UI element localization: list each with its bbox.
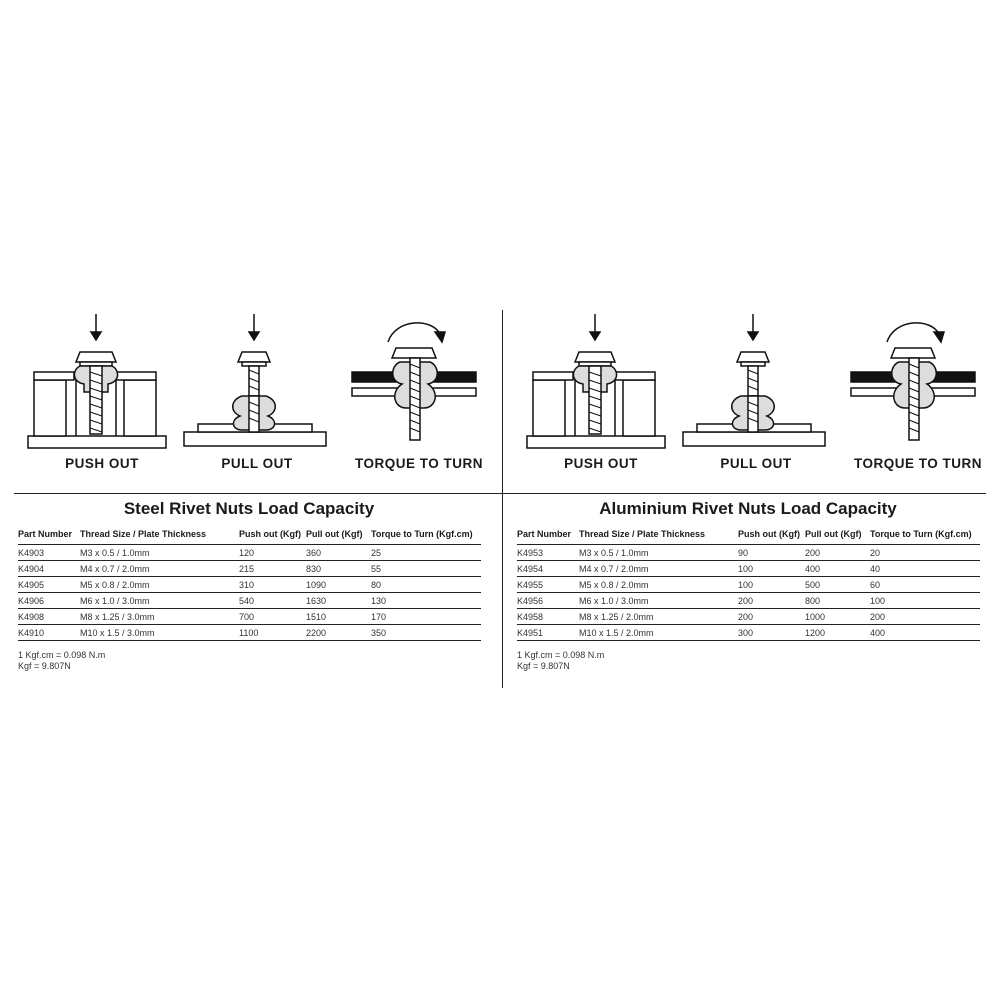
cell: 300 [738,625,805,641]
steel-load-table [18,524,481,641]
cell: K4954 [517,561,579,577]
cell: K4903 [18,545,80,561]
cell: M5 x 0.8 / 2.0mm [579,577,738,593]
cell: 310 [239,577,306,593]
cell: M6 x 1.0 / 3.0mm [579,593,738,609]
table-row [18,625,481,641]
cell: 100 [738,561,805,577]
table-row [18,609,481,625]
torque-diagram [843,312,993,452]
aluminium-title: Aluminium Rivet Nuts Load Capacity [599,499,897,518]
aluminium-notes [517,650,604,672]
cell: M3 x 0.5 / 1.0mm [80,545,239,561]
cell: 90 [738,545,805,561]
note-line: 1 Kgf.cm = 0.098 N.m [517,650,605,660]
cell: 1090 [306,577,371,593]
cell: K4904 [18,561,80,577]
pull-out-diagram [182,312,332,452]
cell: K4958 [517,609,579,625]
table-row [517,577,980,593]
torque-label: TORQUE TO TURN [354,456,483,471]
cell: K4953 [517,545,579,561]
col-torque: Torque to Turn (Kgf.cm) [371,524,481,545]
cell: 1510 [306,609,371,625]
cell: 200 [870,609,980,625]
col-part-number: Part Number [517,524,579,545]
cell: 100 [738,577,805,593]
table-row [517,593,980,609]
cell: 2200 [306,625,371,641]
col-pull-out: Pull out (Kgf) [805,524,870,545]
cell: 130 [371,593,481,609]
cell: 360 [306,545,371,561]
col-push-out: Push out (Kgf) [239,524,306,545]
cell: 120 [239,545,306,561]
torque-label: TORQUE TO TURN [853,456,982,471]
cell: 400 [805,561,870,577]
cell: 350 [371,625,481,641]
col-pull-out: Pull out (Kgf) [306,524,371,545]
push-out-diagram [24,312,174,452]
push-out-diagram [523,312,673,452]
table-row [18,545,481,561]
cell: K4910 [18,625,80,641]
cell: 700 [239,609,306,625]
cell: K4905 [18,577,80,593]
table-row [18,577,481,593]
cell: 60 [870,577,980,593]
cell: 1100 [239,625,306,641]
pull-out-label: PULL OUT [720,456,792,471]
cell: 200 [738,593,805,609]
cell: 1630 [306,593,371,609]
cell: K4908 [18,609,80,625]
cell: 1200 [805,625,870,641]
cell: M10 x 1.5 / 3.0mm [80,625,239,641]
cell: 830 [306,561,371,577]
cell: 170 [371,609,481,625]
cell: 80 [371,577,481,593]
cell: M3 x 0.5 / 1.0mm [579,545,738,561]
cell: M6 x 1.0 / 3.0mm [80,593,239,609]
aluminium-load-table [517,524,980,641]
steel-notes [18,650,105,672]
col-part-number: Part Number [18,524,80,545]
cell: 55 [371,561,481,577]
table-row [18,561,481,577]
col-push-out: Push out (Kgf) [738,524,805,545]
push-out-label: PUSH OUT [65,456,139,471]
torque-diagram [344,312,494,452]
cell: 40 [870,561,980,577]
cell: 540 [239,593,306,609]
cell: K4956 [517,593,579,609]
push-out-label: PUSH OUT [564,456,638,471]
table-row [18,593,481,609]
note-line: Kgf = 9.807N [517,661,570,671]
cell: K4951 [517,625,579,641]
table-row [517,545,980,561]
table-row [517,609,980,625]
cell: K4906 [18,593,80,609]
cell: 20 [870,545,980,561]
cell: K4955 [517,577,579,593]
steel-title: Steel Rivet Nuts Load Capacity [123,499,375,518]
cell: 100 [870,593,980,609]
note-line: 1 Kgf.cm = 0.098 N.m [18,650,106,660]
cell: 200 [805,545,870,561]
pull-out-label: PULL OUT [221,456,293,471]
cell: 200 [738,609,805,625]
cell: M5 x 0.8 / 2.0mm [80,577,239,593]
col-thread-size: Thread Size / Plate Thickness [80,524,239,545]
table-row [517,625,980,641]
note-line: Kgf = 9.807N [18,661,71,671]
pull-out-diagram [681,312,831,452]
cell: 500 [805,577,870,593]
table-header-row [517,524,980,545]
table-row [517,561,980,577]
cell: 215 [239,561,306,577]
cell: 25 [371,545,481,561]
table-header-row [18,524,481,545]
col-torque: Torque to Turn (Kgf.cm) [870,524,980,545]
center-divider [502,310,503,688]
cell: M8 x 1.25 / 3.0mm [80,609,239,625]
cell: 400 [870,625,980,641]
cell: M4 x 0.7 / 2.0mm [80,561,239,577]
cell: 1000 [805,609,870,625]
col-thread-size: Thread Size / Plate Thickness [579,524,738,545]
cell: 800 [805,593,870,609]
cell: M10 x 1.5 / 2.0mm [579,625,738,641]
cell: M8 x 1.25 / 2.0mm [579,609,738,625]
figure-table-divider [14,493,986,494]
cell: M4 x 0.7 / 2.0mm [579,561,738,577]
